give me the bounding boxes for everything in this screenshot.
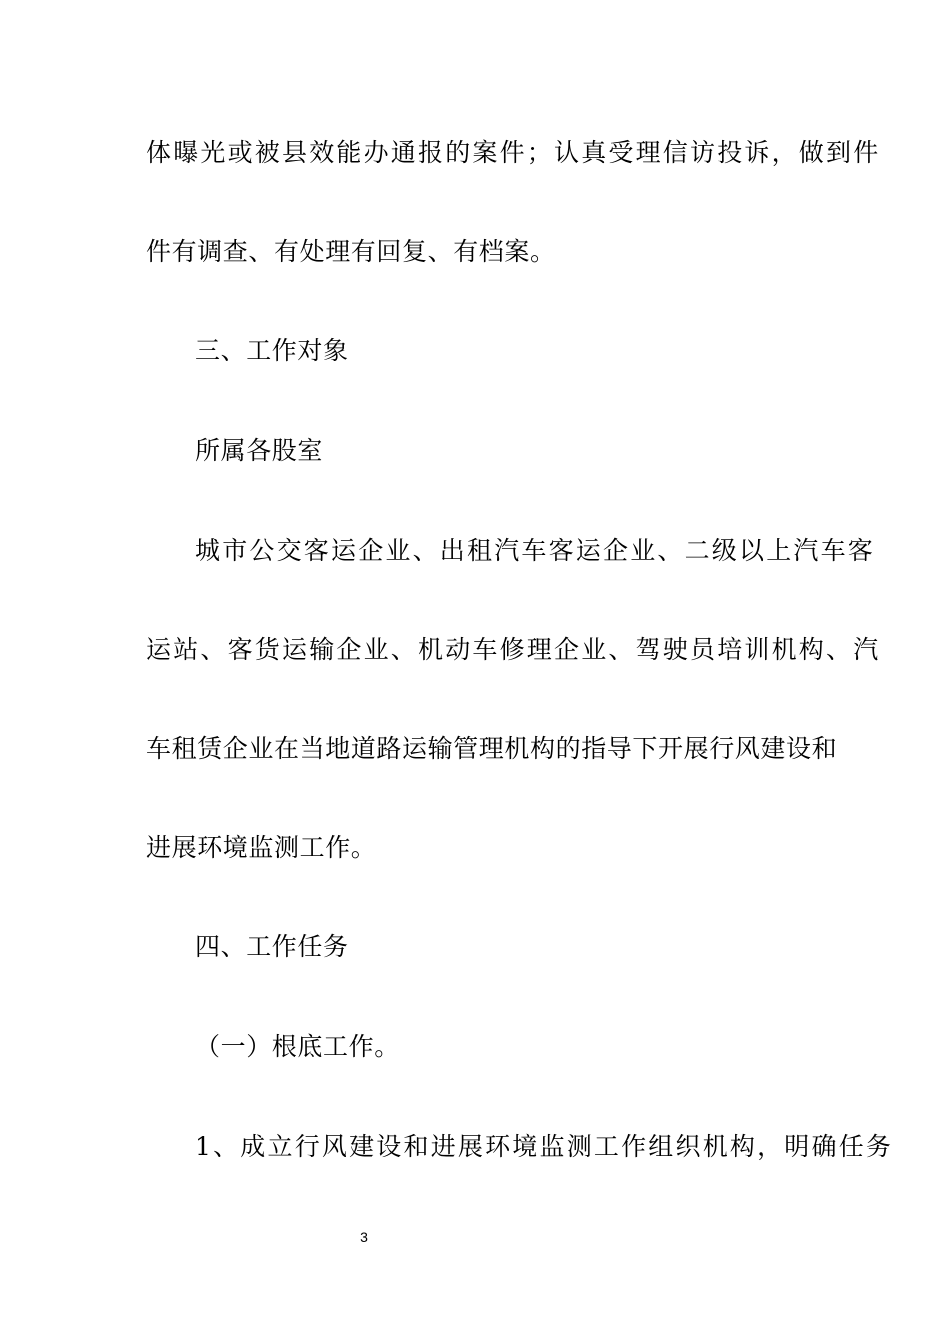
body-text-line-5: 城市公交客运企业、出租汽车客运企业、二级以上汽车客: [195, 536, 876, 565]
body-text-line-8: 进展环境监测工作。: [146, 833, 377, 862]
section-heading-3: 三、工作对象: [195, 336, 349, 365]
body-text-line-4: 所属各股室: [195, 436, 324, 465]
subsection-heading-1: （一）根底工作。: [195, 1032, 400, 1061]
body-text-line-11: 1、成立行风建设和进展环境监测工作组织机构，明确任务: [195, 1132, 894, 1161]
body-text-line-6: 运站、客货运输企业、机动车修理企业、驾驶员培训机构、汽: [146, 635, 881, 664]
body-text-line-1: 体曝光或被县效能办通报的案件；认真受理信访投诉，做到件: [146, 138, 881, 167]
section-heading-4: 四、工作任务: [195, 932, 349, 961]
page-number: 3: [360, 1229, 368, 1245]
body-text-line-2: 件有调查、有处理有回复、有档案。: [146, 237, 556, 266]
body-text-line-7: 车租赁企业在当地道路运输管理机构的指导下开展行风建设和: [146, 734, 838, 763]
